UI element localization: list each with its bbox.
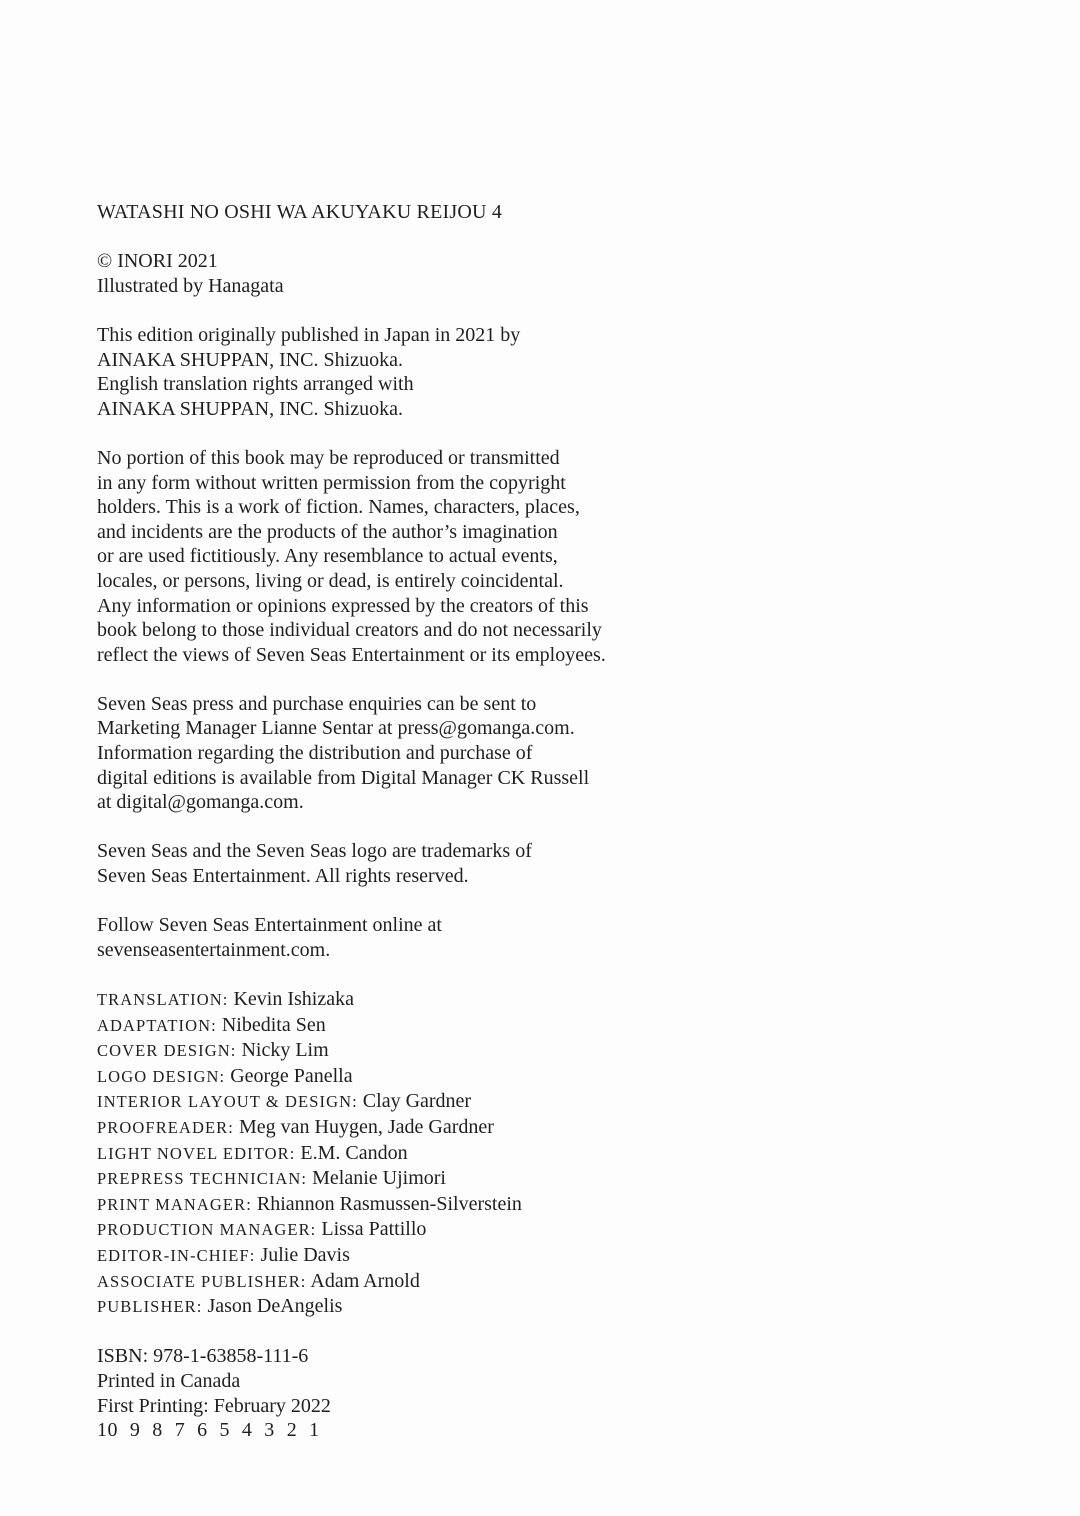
credits-block (97, 987, 1020, 1320)
copyright-block (97, 249, 1020, 298)
credit-row (97, 1013, 1020, 1039)
credit-row (97, 987, 1020, 1013)
edition-block (97, 323, 1020, 421)
legal-line: book belong to those individual creators and do not necessarily (97, 619, 602, 642)
isbn-line: ISBN: 978-1-63858-111-6 (97, 1345, 309, 1368)
credit-label: ASSOCIATE PUBLISHER: (97, 1271, 307, 1291)
credit-row (97, 1269, 1020, 1295)
credit-label: LIGHT NOVEL EDITOR: (97, 1143, 296, 1163)
trademark-line: Seven Seas Entertainment. All rights reserved. (97, 865, 469, 888)
credit-name: George Panella (230, 1064, 353, 1087)
credit-label: TRANSLATION: (97, 990, 229, 1009)
credit-label: PRINT MANAGER: (97, 1194, 252, 1214)
printed-in-line: Printed in Canada (97, 1369, 241, 1392)
credit-row (97, 1089, 1020, 1115)
contact-line: Information regarding the distribution and purchase of (97, 742, 533, 765)
book-title-block (97, 200, 1020, 225)
legal-line: reflect the views of Seven Seas Entertainment or its employees. (97, 643, 606, 666)
legal-line: and incidents are the products of the author’s imagination (97, 520, 558, 543)
credit-label: PROOFREADER: (97, 1117, 234, 1137)
credit-row (97, 1192, 1020, 1218)
credit-name: Lissa Pattillo (321, 1218, 427, 1241)
credit-name: Clay Gardner (362, 1090, 472, 1113)
contact-line: Marketing Manager Lianne Sentar at press@gomanga.com. (97, 717, 575, 740)
credit-row (97, 1064, 1020, 1090)
trademark-line: Seven Seas and the Seven Seas logo are trademarks of (97, 840, 532, 863)
credit-row (97, 1166, 1020, 1192)
follow-block (97, 913, 1020, 962)
credit-label: PRODUCTION MANAGER: (97, 1220, 317, 1240)
credit-row (97, 1294, 1020, 1320)
credit-row (97, 1038, 1020, 1064)
edition-line: AINAKA SHUPPAN, INC. Shizuoka. (97, 397, 403, 420)
edition-line: AINAKA SHUPPAN, INC. Shizuoka. (97, 348, 403, 371)
credit-name: Julie Davis (260, 1243, 350, 1266)
credit-name: Melanie Ujimori (312, 1167, 446, 1190)
credit-label: INTERIOR LAYOUT & DESIGN: (97, 1092, 358, 1112)
contact-block (97, 692, 1020, 815)
credit-row (97, 1141, 1020, 1167)
credit-name: E.M. Candon (300, 1141, 408, 1164)
credit-label: COVER DESIGN: (97, 1041, 237, 1061)
credit-label: ADAPTATION: (97, 1015, 217, 1035)
legal-line: Any information or opinions expressed by the creators of this (97, 594, 589, 617)
contact-line: at digital@gomanga.com. (97, 791, 304, 814)
credit-name: Kevin Ishizaka (233, 988, 354, 1010)
credit-name: Meg van Huygen, Jade Gardner (238, 1115, 494, 1138)
contact-line: digital editions is available from Digital Manager CK Russell (97, 766, 590, 789)
edition-line: This edition originally published in Japan in 2021 by (97, 323, 521, 346)
credit-label: PREPRESS TECHNICIAN: (97, 1169, 308, 1189)
print-run-line: 10 9 8 7 6 5 4 3 2 1 (97, 1419, 320, 1442)
credit-row (97, 1115, 1020, 1141)
credit-name: Rhiannon Rasmussen-Silverstein (256, 1192, 522, 1215)
printing-block (97, 1344, 1020, 1442)
trademark-block (97, 839, 1020, 888)
follow-line: Follow Seven Seas Entertainment online at (97, 914, 442, 937)
credit-name: Jason DeAngelis (207, 1295, 343, 1318)
credit-label: LOGO DESIGN: (97, 1066, 226, 1086)
credit-label: PUBLISHER: (97, 1297, 203, 1317)
credit-name: Nibedita Sen (221, 1013, 326, 1036)
credit-label: EDITOR-IN-CHIEF: (97, 1245, 256, 1265)
illustrator-line: Illustrated by Hanagata (97, 274, 284, 297)
first-printing-line: First Printing: February 2022 (97, 1394, 331, 1417)
legal-line: in any form without written permission from the copyright (97, 471, 566, 494)
legal-line: or are used fictitiously. Any resemblance to actual events, (97, 545, 558, 568)
copyright-line: © INORI 2021 (97, 250, 218, 273)
book-title: WATASHI NO OSHI WA AKUYAKU REIJOU 4 (97, 201, 503, 223)
legal-notice-block (97, 446, 1020, 667)
contact-line: Seven Seas press and purchase enquiries can be sent to (97, 692, 537, 715)
edition-line: English translation rights arranged with (97, 373, 414, 396)
credit-name: Nicky Lim (241, 1039, 329, 1062)
legal-line: locales, or persons, living or dead, is entirely coincidental. (97, 569, 564, 592)
legal-line: holders. This is a work of fiction. Names, characters, places, (97, 496, 580, 519)
credit-name: Adam Arnold (310, 1269, 420, 1292)
website-line: sevenseasentertainment.com. (97, 938, 331, 961)
credit-row (97, 1243, 1020, 1269)
credit-row (97, 1217, 1020, 1243)
legal-line: No portion of this book may be reproduced or transmitted (97, 446, 560, 469)
